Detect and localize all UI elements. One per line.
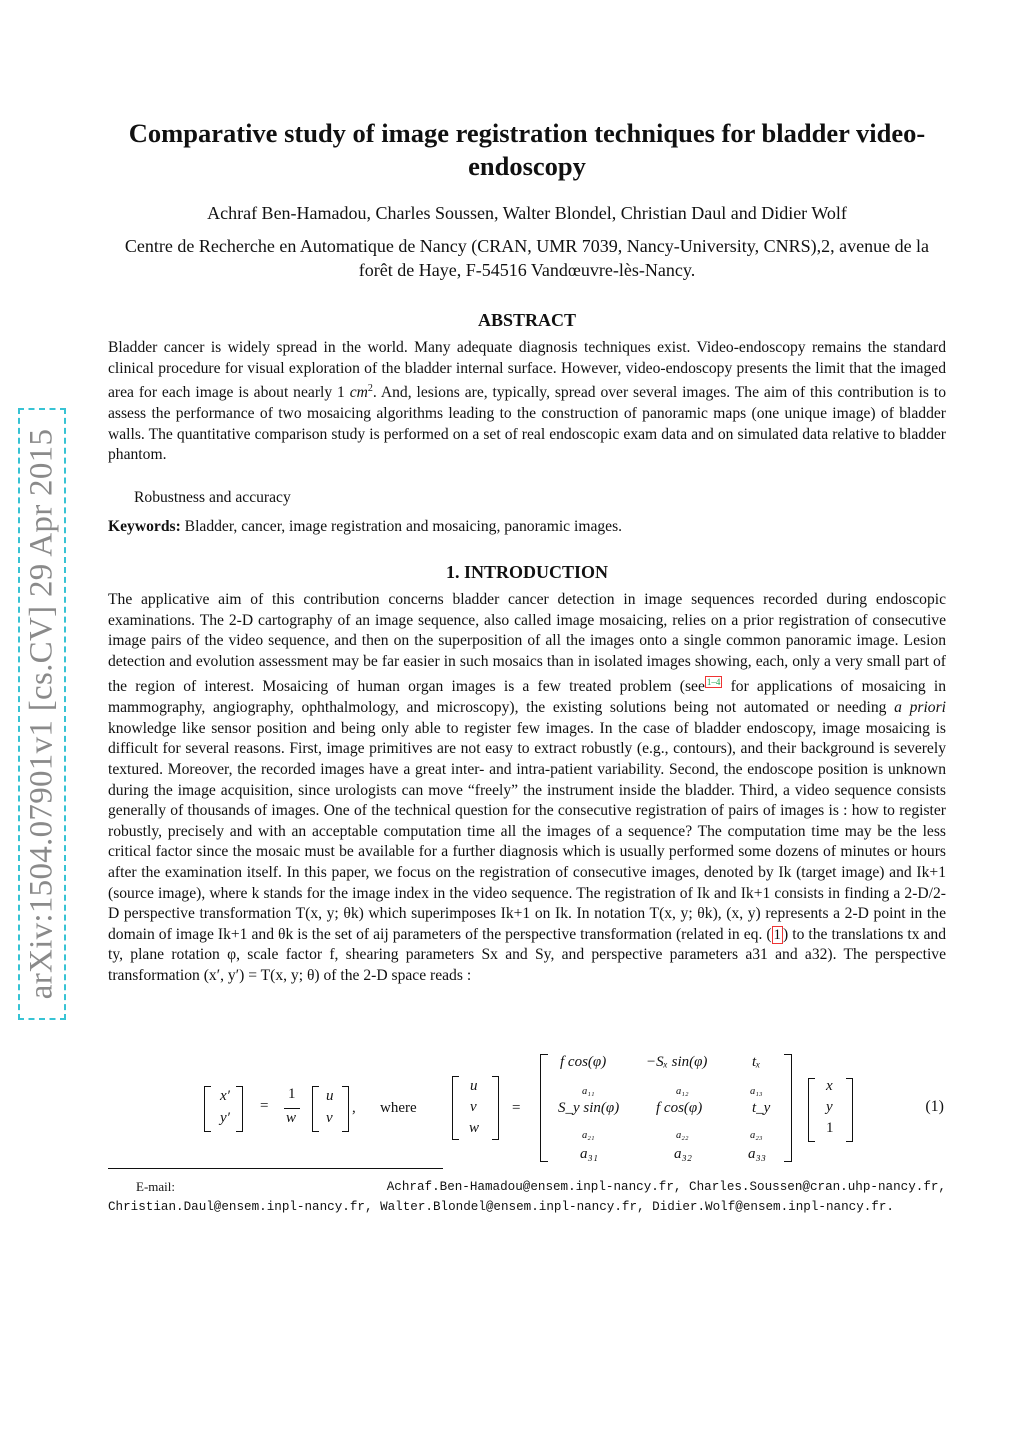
intro-text: knowledge like sensor position and being only able to register few images. In the case of bladder endoscopy, image mosaicing is difficult for several reasons. First, image primitives are not easy to extract robustly (e.g., contours), and their background is severely textured. Moreover, the recorded images have a great inter- and intra-patient variability. Second, the endoscope position is unknown during the image acquisition, since urologists can move “freely” the instrument inside the bladder. Third, a video sequence consists generally of thousands of images. One of the technical question for the consecutive registration of pairs of images is : how to register robustly, precisely and with an acceptable computation time all the images of a sequence? The computation time may be the less critical factor since the mosaic must be available for a further diagnosis which is usually performed some dozens of minutes or hours after the examination itself. In this paper, we focus on the registration of consecutive images, denoted by I (108, 719, 946, 881)
footnote-label: E-mail: (136, 1179, 175, 1194)
eq-a21: S_y sin(φ) (558, 1100, 620, 1116)
intro-text: k is the set of a (285, 925, 381, 943)
intro-text: ij parameters of the perspective transformation (related in eq. ( (380, 925, 772, 943)
abstract-heading: ABSTRACT (477, 310, 577, 330)
abstract-unit-exp: 2 (367, 383, 373, 395)
eq-a22: f cos(φ) (656, 1100, 703, 1116)
citation-link[interactable] (705, 676, 723, 688)
equation-1 (108, 1050, 946, 1168)
bracket-left (452, 1076, 459, 1140)
eq-a33: a₃₃ (748, 1146, 766, 1162)
eq-equals: = (260, 1098, 269, 1114)
bracket-right (784, 1054, 792, 1162)
eq-lhs-y: y′ (220, 1110, 230, 1126)
eq-u: u (470, 1078, 478, 1094)
footnote (108, 1177, 946, 1217)
bracket-right (846, 1078, 853, 1142)
intro-italic: a priori (894, 699, 947, 717)
intro-text: 32). The perspective transformation (x′, y′) = T(x, y; θ) of the 2-D space reads : (108, 946, 947, 984)
citation-ref[interactable]: 1–4 (706, 677, 721, 688)
eq-a12: −Sₓ sin(φ) (646, 1054, 708, 1070)
intro-text: k+1 and θ (223, 925, 286, 943)
eq-a32: a₃₂ (674, 1146, 692, 1162)
bracket-left (312, 1086, 319, 1132)
intro-text: ) to the translations t (783, 925, 912, 943)
eq-comma: , (352, 1100, 356, 1116)
eq-x: x (826, 1078, 833, 1094)
intro-text: k. In notation T(x, y; θ (560, 905, 705, 923)
affiliation: Centre de Recherche en Automatique de Nancy (CRAN, UMR 7039, Nancy-University, CNRS),2, avenue de la forêt de Haye, F-54516 Vandœuvre-lès-Nancy. (124, 236, 930, 280)
eq-a23: t_y (752, 1100, 771, 1116)
intro-text: k (target image) and I (783, 863, 922, 881)
intro-text: for applications of mosaicing in mammography, angiography, ophthalmology, and microscopy), the existing solutions being not automated or needing (108, 678, 947, 717)
intro-text: x and t (108, 925, 947, 964)
intro-text: k+1 (source image), where k stands for the image index in the video sequence. The registration of I (108, 863, 946, 902)
intro-text: k) which superimposes I (350, 905, 506, 923)
eq-equals: = (512, 1100, 521, 1116)
intro-text: x and S (490, 946, 544, 964)
bracket-left (540, 1054, 548, 1162)
eq-where: where (380, 1100, 417, 1116)
keywords (108, 517, 946, 538)
eq-y: y (826, 1099, 833, 1115)
robustness-line: Robustness and accuracy (134, 489, 291, 506)
intro-text: k), (x, y) represents a 2-D point in the domain of image I (108, 905, 946, 943)
bracket-right (236, 1086, 243, 1132)
eq-label-a12: a₁₂ (676, 1086, 689, 1097)
intro-text: k and I (702, 884, 746, 902)
intro-text: k+1 on I (505, 905, 561, 923)
eq-frac-bar (284, 1108, 300, 1109)
intro-heading: 1. INTRODUCTION (445, 562, 609, 582)
keywords-text: Bladder, cancer, image registration and mosaicing, panoramic images. (184, 518, 623, 535)
eq-w: w (469, 1120, 480, 1136)
eq-label-a22: a₂₂ (676, 1130, 689, 1141)
eq-v: v (326, 1110, 333, 1126)
intro-body (108, 590, 946, 986)
footnote-emails-2: Christian.Daul@ensem.inpl-nancy.fr, Walter.Blondel@ensem.inpl-nancy.fr, Didier.Wolf@ensem.inpl-nancy.fr. (108, 1200, 894, 1214)
abstract-body (108, 338, 946, 466)
eq-lhs-x: x′ (220, 1088, 230, 1104)
intro-text: 31 and a (752, 946, 812, 964)
eq-frac-num: 1 (288, 1086, 296, 1102)
arxiv-sidebar-stamp (18, 408, 66, 1020)
equation-number: (1) (925, 1098, 944, 1115)
footnote-emails-1: Achraf.Ben-Hamadou@ensem.inpl-nancy.fr, Charles.Soussen@cran.uhp-nancy.fr, (386, 1180, 946, 1194)
eq-label-a23: a₂₃ (750, 1130, 763, 1141)
equation-ref-link[interactable]: 1 (773, 926, 782, 943)
eq-v: v (470, 1099, 477, 1115)
eq-label-a21: a₂₁ (582, 1130, 595, 1141)
intro-text: The applicative aim of this contribution concerns bladder cancer detection in image sequences recorded during endoscopic examinations. The 2-D cartography of an image sequence, also called image mosaicing, relies on a prior registration of consecutive image pairs of the video sequence, and then on the superposition of all the images onto a single common panoramic image. Lesion detection and evolution assessment may be far easier in such mosaics than in isolated images showing, each, only a very small part of the region of interest. Mosaicing of human organ images is a few treated problem (see (108, 591, 946, 696)
bracket-left (808, 1078, 815, 1142)
eq-a31: a₃₁ (580, 1146, 598, 1162)
eq-a11: f cos(φ) (560, 1054, 607, 1070)
paper-title: Comparative study of image registration techniques for bladder video-endoscopy (128, 118, 926, 181)
bracket-right (492, 1076, 499, 1140)
footnote-rule (108, 1168, 443, 1169)
eq-a13: tₓ (752, 1054, 761, 1070)
authors: Achraf Ben-Hamadou, Charles Soussen, Walter Blondel, Christian Daul and Didier Wolf (207, 203, 847, 223)
eq-frac-den: w (286, 1110, 297, 1126)
bracket-right (342, 1086, 349, 1132)
eq-one: 1 (826, 1120, 834, 1136)
bracket-left (204, 1086, 211, 1132)
eq-u: u (326, 1088, 334, 1104)
intro-text: k+1 consists in finding a 2-D/2-D perspective transformation T(x, y; θ (108, 884, 947, 923)
abstract-text-2: . And, lesions are, typically, spread over several images. The aim of this contribution is to assess the performance of two mosaicing algorithms leading to the construction of panoramic maps (one unique image) of bladder walls. The quantitative comparison study is performed on a set of real endoscopic exam data and on simulated data relative to bladder phantom. (108, 384, 947, 464)
eq-label-a11: a₁₁ (582, 1086, 595, 1097)
intro-text: y, and perspective parameters a (543, 946, 753, 964)
arxiv-id: arXiv:1504.07901v1 [cs.CV] 29 Apr 2015 (23, 428, 60, 1000)
eq-label-a13: a₁₃ (750, 1086, 763, 1097)
abstract-unit: cm (349, 384, 368, 402)
abstract-text-1: Bladder cancer is widely spread in the world. Many adequate diagnosis techniques exist. Video-endoscopy remains the standard clinical procedure for visual exploration of the bladder internal surface. However, video-endoscopy presents the limit that the imaged area for each image is about nearly 1 (108, 339, 946, 402)
keywords-label: Keywords: (108, 518, 181, 535)
intro-text: y, plane rotation φ, scale factor f, shearing parameters S (112, 946, 491, 964)
